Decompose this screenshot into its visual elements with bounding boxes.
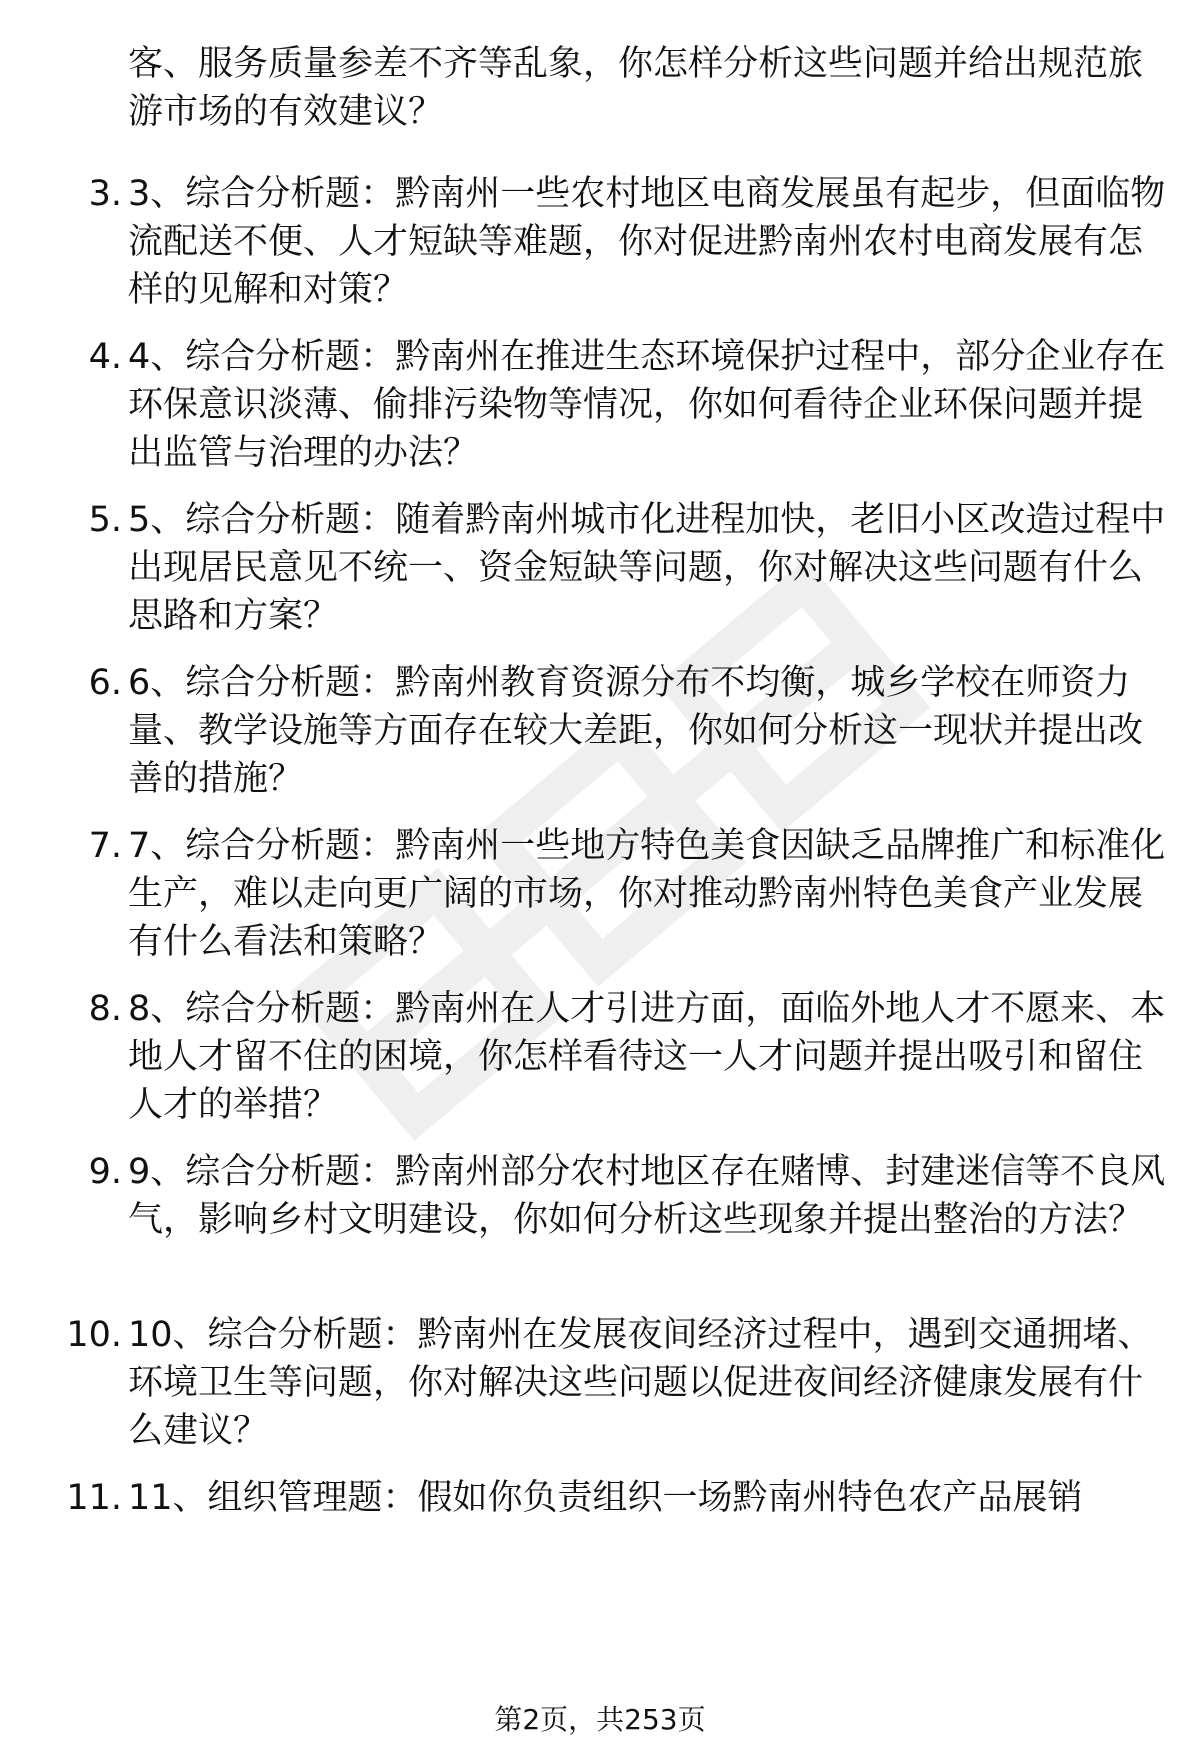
question-number: 9. [88,1152,122,1192]
question-item-6 [50,659,1170,803]
question-item-10 [50,1311,1170,1455]
question-number: 5. [88,500,122,540]
question-number: 10. [66,1315,122,1355]
question-number: 3. [88,174,122,214]
question-text: 3、综合分析题：黔南州一些农村地区电商发展虽有起步，但面临物流配送不便、人才短缺等难题，你对促进黔南州农村电商发展有怎样的见解和对策？ [128,174,1166,310]
question-number: 11. [66,1478,122,1518]
question-item-5 [50,496,1170,640]
question-item-7 [50,822,1170,966]
page-footer: 第2页，共253页 [494,1703,706,1736]
question-text: 6、综合分析题：黔南州教育资源分布不均衡，城乡学校在师资力量、教学设施等方面存在较大差距，你如何分析这一现状并提出改善的措施？ [128,663,1144,799]
question-text: 9、综合分析题：黔南州部分农村地区存在赌博、封建迷信等不良风气，影响乡村文明建设，你如何分析这些现象并提出整治的方法？ [128,1152,1166,1240]
question-number: 6. [88,663,122,703]
question-text: 5、综合分析题：随着黔南州城市化进程加快，老旧小区改造过程中出现居民意见不统一、资金短缺等问题，你对解决这些问题有什么思路和方案？ [128,500,1166,636]
question-item-3 [50,170,1170,314]
question-text: 7、综合分析题：黔南州一些地方特色美食因缺乏品牌推广和标准化生产，难以走向更广阔的市场，你对推动黔南州特色美食产业发展有什么看法和策略？ [128,826,1166,962]
question-item-11 [50,1474,1170,1522]
question-item-9 [50,1148,1170,1244]
question-number: 7. [88,826,122,866]
question-number: 8. [88,989,122,1029]
question-text: 11、组织管理题：假如你负责组织一场黔南州特色农产品展销 [128,1478,1083,1518]
continuation-text: 客、服务质量参差不齐等乱象，你怎样分析这些问题并给出规范旅游市场的有效建议？ [128,44,1144,132]
question-item-4 [50,333,1170,477]
question-item-8 [50,985,1170,1129]
question-text: 4、综合分析题：黔南州在推进生态环境保护过程中，部分企业存在环保意识淡薄、偷排污染物等情况，你如何看待企业环保问题并提出监管与治理的办法？ [128,337,1166,473]
question-number: 4. [88,337,122,377]
question-text: 10、综合分析题：黔南州在发展夜间经济过程中，遇到交通拥堵、环境卫生等问题，你对解决这些问题以促进夜间经济健康发展有什么建议？ [128,1315,1153,1451]
question-text: 8、综合分析题：黔南州在人才引进方面，面临外地人才不愿来、本地人才留不住的困境，你怎样看待这一人才问题并提出吸引和留住人才的举措？ [128,989,1166,1125]
